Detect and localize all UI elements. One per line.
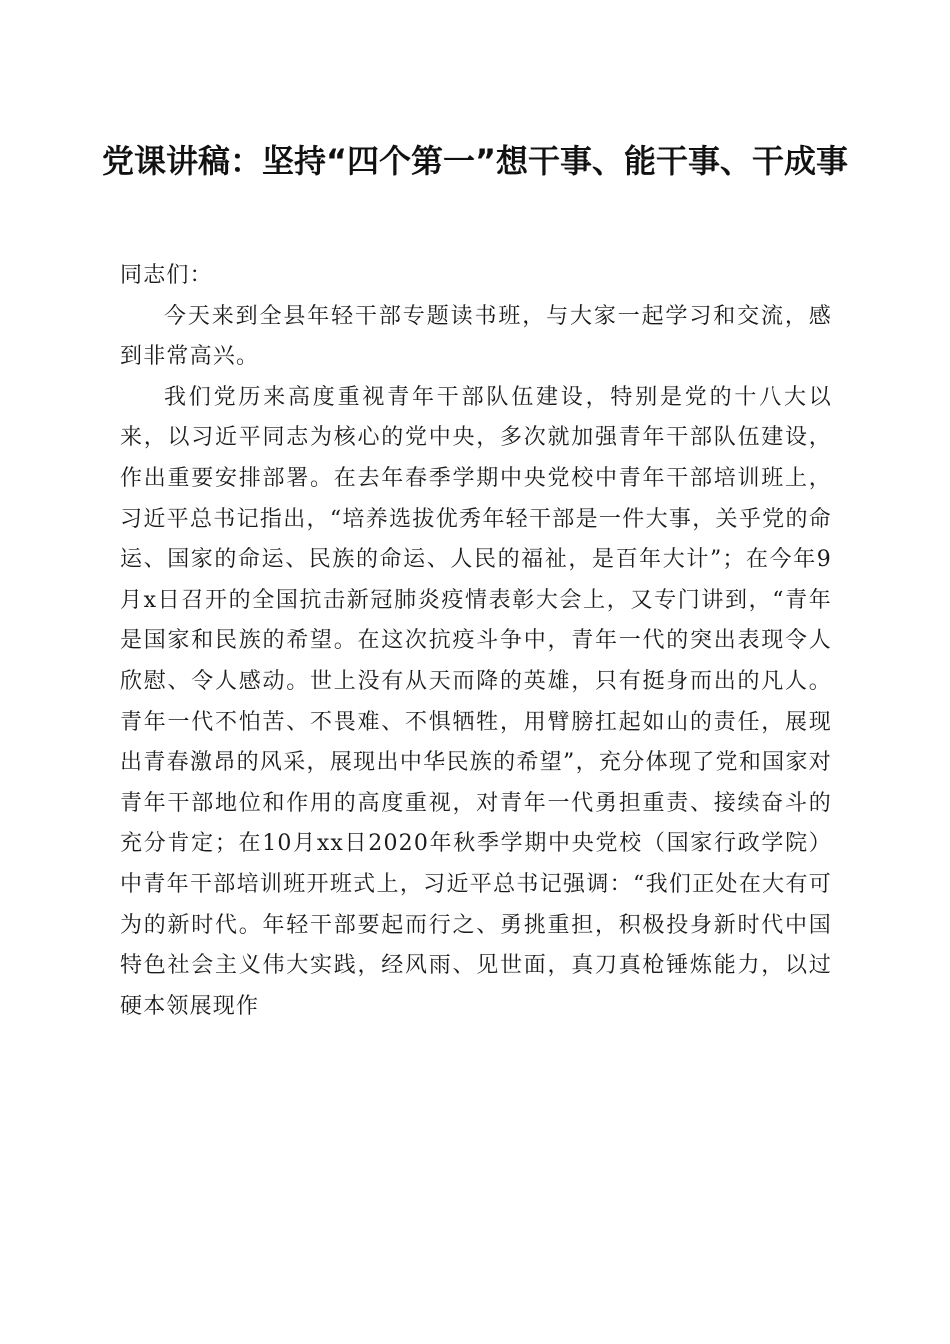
document-title: 党课讲稿：坚持“四个第一”想干事、能干事、干成事 [101,142,849,180]
paragraph-2: 我们党历来高度重视青年干部队伍建设，特别是党的十八大以来，以习近平同志为核心的党中央，多次就加强青年干部队伍建设，作出重要安排部署。在去年春季学期中央党校中青年干部培训班上，习近平总书记指出，“培养选拔优秀年轻干部是一件大事，关乎党的命运、国家的命运、民族的命运、人民的福祉，是百年大计”；在今年9月x日召开的全国抗击新冠肺炎疫情表彰大会上，又专门讲到，“青年是国家和民族的希望。在这次抗疫斗争中，青年一代的突出表现令人欣慰、令人感动。世上没有从天而降的英雄，只有挺身而出的凡人。青年一代不怕苦、不畏难、不惧牺牲，用臂膀扛起如山的责任，展现出青春激昂的风采，展现出中华民族的希望”，充分体现了党和国家对青年干部地位和作用的高度重视，对青年一代勇担重责、接续奋斗的充分肯定；在10月xx日2020年秋季学期中央党校（国家行政学院）中青年干部培训班开班式上，习近平总书记强调：“我们正处在大有可为的新时代。年轻干部要起而行之、勇挑重担，积极投身新时代中国特色社会主义伟大实践，经风雨、见世面，真刀真枪锤炼能力，以过硬本领展现作 [120,384,832,1019]
paragraph-1: 今天来到全县年轻干部专题读书班，与大家一起学习和交流，感到非常高兴。 [120,303,832,370]
salutation: 同志们： [120,263,213,288]
document-body [120,256,832,1027]
